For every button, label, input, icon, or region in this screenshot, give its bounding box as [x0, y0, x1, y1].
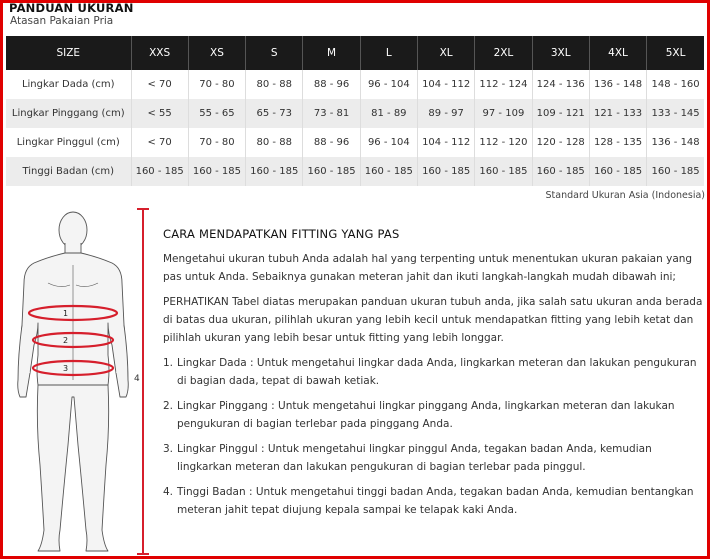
fitting-guide: [163, 226, 703, 526]
table-cell: 55 - 65: [188, 99, 245, 128]
step-text: Lingkar Dada : Untuk mengetahui lingkar dada Anda, lingkarkan meteran dan lakukan pengukuran di bagian dada, tepat di bawah ketiak.: [177, 357, 697, 387]
height-bar-bottom-cap: [137, 553, 149, 555]
row-label: Tinggi Badan (cm): [6, 157, 131, 186]
table-cell: 88 - 96: [303, 70, 360, 99]
marker-2: 2: [63, 336, 69, 345]
guide-step: [163, 397, 703, 433]
table-row: [6, 99, 704, 128]
table-cell: 136 - 148: [589, 70, 646, 99]
table-cell: 121 - 133: [589, 99, 646, 128]
height-marker: 4: [134, 374, 140, 384]
header-cell: XL: [417, 36, 474, 70]
header-cell: L: [360, 36, 417, 70]
table-cell: 160 - 185: [647, 157, 704, 186]
table-cell: 160 - 185: [360, 157, 417, 186]
table-cell: 160 - 185: [475, 157, 532, 186]
step-text: Lingkar Pinggul : Untuk mengetahui lingkar pinggul Anda, tegakan badan Anda, kemudian lingkarkan meteran dan lakukan pengukuran di bagian terlebar pada pinggul.: [177, 443, 652, 473]
table-cell: 73 - 81: [303, 99, 360, 128]
size-standard-note: Standard Ukuran Asia (Indonesia): [545, 190, 705, 201]
figure-legs: [37, 385, 108, 551]
step-text: Tinggi Badan : Untuk mengetahui tinggi badan Anda, tegakan badan Anda, kemudian bentangkan meteran jahit tepat diujung kepala sampai ke telapak kaki Anda.: [177, 486, 694, 516]
header-cell: XXS: [131, 36, 188, 70]
header-cell: SIZE: [6, 36, 131, 70]
page-title: PANDUAN UKURAN: [9, 1, 134, 15]
header-cell: XS: [188, 36, 245, 70]
header-cell: 2XL: [475, 36, 532, 70]
table-cell: 160 - 185: [589, 157, 646, 186]
guide-step: [163, 483, 703, 519]
marker-3: 3: [63, 364, 69, 373]
header-cell: 3XL: [532, 36, 589, 70]
guide-heading: CARA MENDAPATKAN FITTING YANG PAS: [163, 227, 400, 241]
header-cell: S: [246, 36, 303, 70]
table-cell: 88 - 96: [303, 128, 360, 157]
table-cell: 104 - 112: [417, 128, 474, 157]
page-subtitle: Atasan Pakaian Pria: [10, 15, 114, 27]
row-label: Lingkar Pinggang (cm): [6, 99, 131, 128]
row-label: Lingkar Pinggul (cm): [6, 128, 131, 157]
table-row: [6, 157, 704, 186]
step-number: 2.: [163, 400, 174, 412]
table-cell: 65 - 73: [246, 99, 303, 128]
table-cell: 128 - 135: [589, 128, 646, 157]
table-cell: 112 - 120: [475, 128, 532, 157]
table-cell: 160 - 185: [532, 157, 589, 186]
guide-step: [163, 440, 703, 476]
guide-steps: [163, 354, 703, 519]
step-text: Lingkar Pinggang : Untuk mengetahui lingkar pinggang Anda, lingkarkan meteran dan lakukan pengukuran di bagian terlebar pada pinggang Anda.: [177, 400, 675, 430]
table-cell: < 55: [131, 99, 188, 128]
guide-step: [163, 354, 703, 390]
size-chart-table: [6, 36, 704, 186]
size-header-row: [6, 36, 704, 70]
step-number: 3.: [163, 443, 174, 455]
figure-head: [59, 212, 87, 248]
table-row: [6, 70, 704, 99]
table-cell: 160 - 185: [131, 157, 188, 186]
body-measurement-figure: [8, 205, 138, 559]
header-cell: 5XL: [647, 36, 704, 70]
table-cell: 70 - 80: [188, 70, 245, 99]
table-cell: 80 - 88: [246, 128, 303, 157]
header-cell: 4XL: [589, 36, 646, 70]
table-cell: 109 - 121: [532, 99, 589, 128]
table-cell: 80 - 88: [246, 70, 303, 99]
table-cell: 160 - 185: [417, 157, 474, 186]
guide-intro: Mengetahui ukuran tubuh Anda adalah hal yang terpenting untuk menentukan ukuran pakaian yang pas untuk Anda. Sebaiknya gunakan meteran jahit dan ikuti langkah-langkah mudah dibawah ini;: [163, 253, 693, 283]
marker-1: 1: [63, 309, 69, 318]
table-cell: 112 - 124: [475, 70, 532, 99]
table-cell: 96 - 104: [360, 70, 417, 99]
table-cell: 70 - 80: [188, 128, 245, 157]
table-cell: < 70: [131, 128, 188, 157]
table-cell: 136 - 148: [651, 137, 700, 148]
height-measure-bar: [142, 209, 144, 555]
table-cell: 97 - 109: [475, 99, 532, 128]
table-cell: 104 - 112: [417, 70, 474, 99]
table-cell: 81 - 89: [360, 99, 417, 128]
table-cell: 133 - 145: [647, 99, 704, 128]
table-cell: 160 - 185: [246, 157, 303, 186]
table-cell: 160 - 185: [188, 157, 245, 186]
table-cell: 160 - 185: [303, 157, 360, 186]
table-cell: 148 - 160: [651, 79, 700, 90]
table-cell: < 70: [131, 70, 188, 99]
row-label: Lingkar Dada (cm): [6, 70, 131, 99]
guide-warning: PERHATIKAN Tabel diatas merupakan panduan ukuran tubuh anda, jika salah satu ukuran anda berada di batas dua ukuran, pilihlah ukuran yang lebih kecil untuk mendapatkan fitting yang lebih ketat dan pilihlah ukuran yang lebih besar untuk fitting yang lebih longgar.: [163, 296, 703, 344]
table-cell: 89 - 97: [417, 99, 474, 128]
table-cell: 96 - 104: [360, 128, 417, 157]
table-cell: 124 - 136: [532, 70, 589, 99]
table-cell: 120 - 128: [532, 128, 589, 157]
step-number: 1.: [163, 357, 174, 369]
table-row: [6, 128, 704, 157]
header-cell: M: [303, 36, 360, 70]
step-number: 4.: [163, 486, 174, 498]
